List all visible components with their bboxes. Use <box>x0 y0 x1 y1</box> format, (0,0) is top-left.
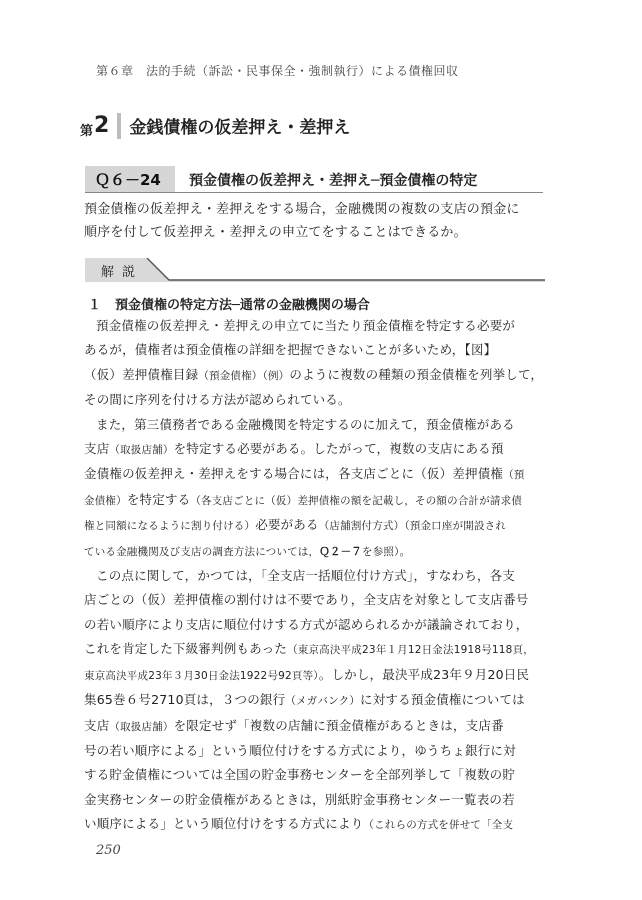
body-line <box>84 488 546 513</box>
body-line <box>84 812 546 837</box>
question-number: Ｑ６－24 <box>95 171 161 189</box>
body-line <box>84 462 546 487</box>
body-line: 金実務センターの貯金債権があるときは，別紙貯金事務センター一覧表の若 <box>84 791 515 807</box>
body-span: のように複数の種類の預金債権を列挙して， <box>289 366 544 382</box>
body-line: この点に関して，かつては，「全支店一括順位付け方式」，すなわち，各支 <box>96 568 516 584</box>
body-span: 支店 <box>84 717 110 733</box>
section-dai: 第 <box>80 124 94 139</box>
subheading-number: １ <box>88 298 102 313</box>
body-note: （預金債権）（例） <box>198 369 290 382</box>
body-note: （取扱店舗） <box>109 720 174 733</box>
body-line: 店ごとの（仮）差押債権の割付けは不要であり，全支店を対象として支店番号 <box>84 592 529 608</box>
page-number: 250 <box>96 843 121 858</box>
body-line: あるが，債権者は預金債権の詳細を把握できないことが多いため，【図】 <box>84 342 497 358</box>
cross-reference: Ｑ２－７ <box>319 545 363 558</box>
body-text <box>84 314 546 838</box>
body-line <box>84 637 546 662</box>
body-note: （各支店ごとに（仮）差押債権の額を記載し，その額の合計が請求債 <box>190 494 523 507</box>
body-span: （仮）差押債権目録 <box>84 366 199 382</box>
section-title: 金銭債権の仮差押え・差押え <box>129 118 351 138</box>
section-heading <box>80 112 350 139</box>
body-span: 支店 <box>84 441 110 457</box>
body-note: （メガバンク） <box>285 695 361 708</box>
body-line: 預金債権の仮差押え・差押えの申立てに当たり預金債権を特定する必要が <box>96 318 516 333</box>
body-line <box>84 663 546 688</box>
body-note: 東京高決平成23年３月30日金法1922号92頁等） <box>84 669 319 682</box>
kaisetsu-label: 解説 <box>101 265 144 280</box>
subheading <box>88 294 370 313</box>
body-line: また，第三債務者である金融機関を特定するのに加えて，預金債権がある <box>96 416 515 432</box>
body-span: を特定する必要がある。したがって，複数の支店にある預 <box>173 441 504 457</box>
body-line <box>84 714 546 739</box>
question-line: 預金債権の仮差押え・差押えをする場合，金融機関の複数の支店の預金に <box>84 202 520 217</box>
kaisetsu-tab-shape <box>85 258 545 282</box>
section-divider <box>117 113 121 139</box>
body-span: に対する預金債権については <box>360 692 525 708</box>
subheading-text: 預金債権の特定方法─通常の金融機関の場合 <box>115 298 370 313</box>
body-line: の若い順序により支店に順位付けする方式が認められるかが議論されており， <box>84 616 529 632</box>
kaisetsu-header <box>85 258 545 282</box>
body-note: （取扱店舗） <box>109 444 174 457</box>
section-number: 2 <box>94 113 110 138</box>
question-band <box>85 166 543 193</box>
body-note: を参照）。 <box>362 545 411 558</box>
body-note: （預 <box>503 469 525 482</box>
running-header: 第６章 法的手続（訴訟・民事保全・強制執行）による債権回収 <box>96 64 459 78</box>
body-note: ている金融機関及び支店の調査方法については， <box>84 545 320 558</box>
body-span: を特定する <box>126 491 191 507</box>
body-span: 集65巻６号2710頁は，３つの銀行 <box>84 692 286 708</box>
body-line <box>84 513 546 538</box>
question-line: 順序を付して仮差押え・差押えの申立てをすることはできるか。 <box>84 225 467 240</box>
question-title: 預金債権の仮差押え・差押え─預金債権の特定 <box>189 173 478 189</box>
body-line <box>84 437 546 462</box>
body-span: 金債権の仮差押え・差押えをする場合には，各支店ごとに（仮）差押債権 <box>84 466 504 482</box>
body-span: を限定せず「複数の店舗に預金債権があるときは，支店番 <box>173 717 504 733</box>
body-note: 金債権） <box>84 494 127 507</box>
body-line: する貯金債権については全国の貯金事務センターを全部列挙して「複数の貯 <box>84 767 516 783</box>
body-line <box>84 363 546 388</box>
body-line <box>84 688 546 713</box>
body-note: （店舗割付方式）（預金口座が開設され <box>318 520 507 533</box>
body-note: 権と同額になるように割り付ける） <box>84 520 256 533</box>
question-text <box>84 198 546 244</box>
body-span: 必要がある <box>255 517 319 533</box>
body-line <box>84 539 546 564</box>
body-note: （これらの方式を併せて「全支 <box>363 819 514 832</box>
body-line: その間に序列を付ける方法が認められている。 <box>84 392 351 408</box>
body-note: （東京高決平成23年１月12日金法1918号118頁， <box>287 644 534 657</box>
body-span: これを肯定した下級審判例もあった <box>84 641 288 657</box>
body-span: 。しかし，最決平成23年９月20日民 <box>318 666 530 682</box>
body-span: い順序による」という順位付けをする方式により <box>84 816 364 832</box>
body-line: 号の若い順序による」という順位付けをする方式により，ゆうちょ銀行に対 <box>84 742 516 758</box>
